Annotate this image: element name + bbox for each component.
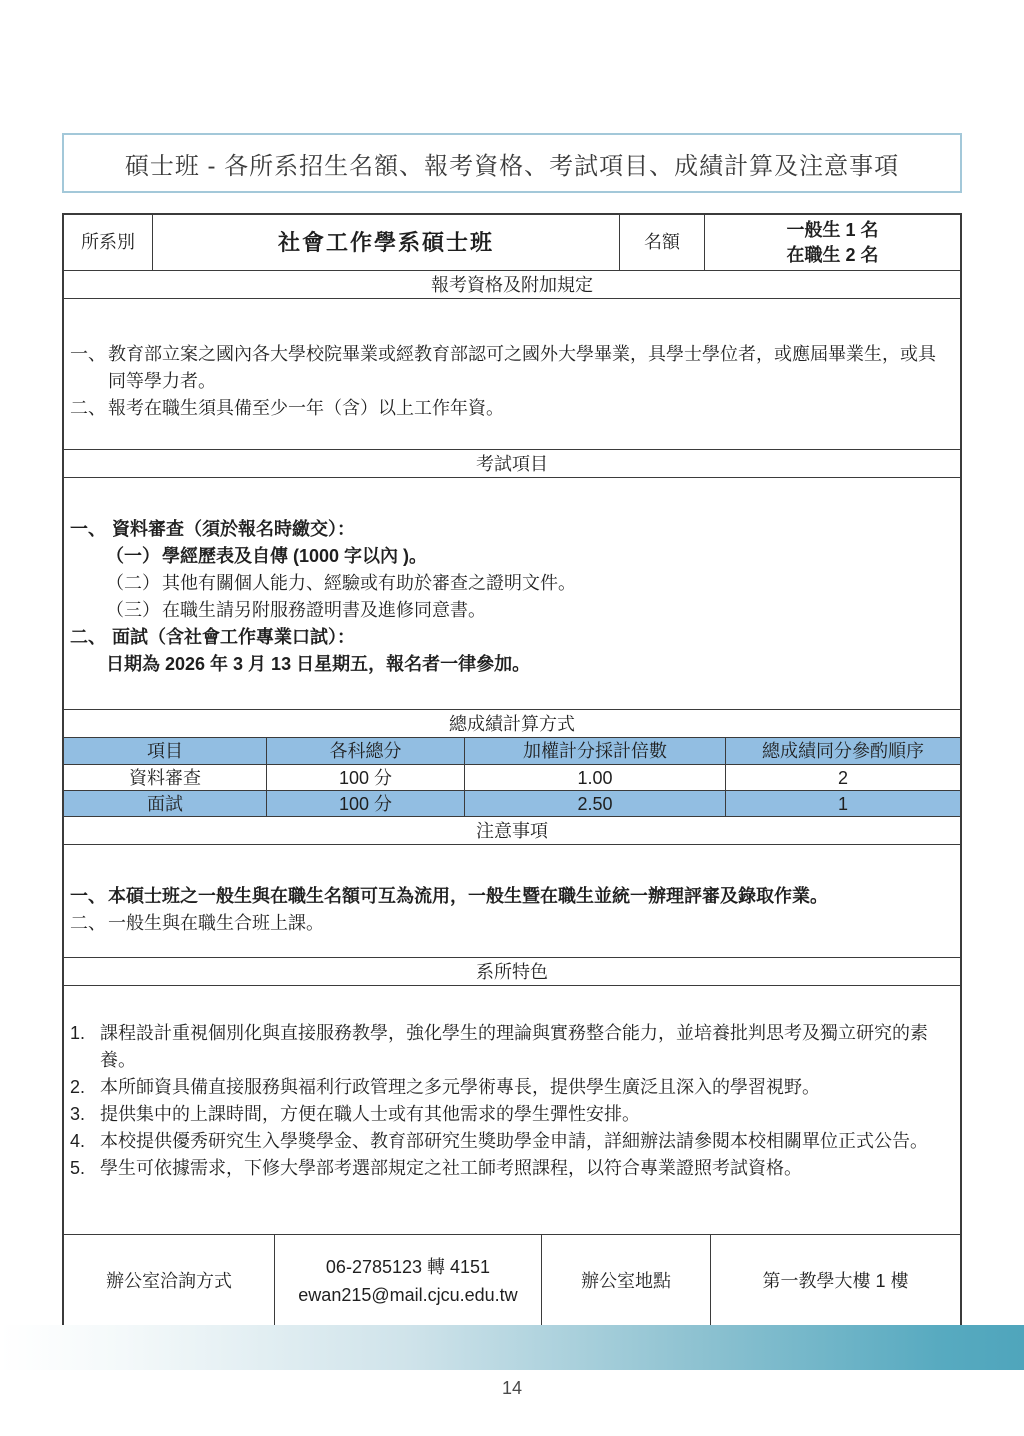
item-text: 本校提供優秀研究生入學獎學金、教育部研究生獎助學金申請，詳細辦法請參閱本校相關單位正式公告。: [100, 1131, 928, 1151]
section-title-exam: 考試項目: [64, 449, 960, 477]
score-cell-total: 100 分: [266, 765, 464, 790]
item-text: 日期為 2026 年 3 月 13 日星期五，報名者一律參加。: [106, 654, 531, 674]
feature-item: [70, 1020, 952, 1074]
item-marker: 4.: [70, 1131, 86, 1151]
title-banner: [62, 133, 962, 193]
office-email: ewan215@mail.cjcu.edu.tw: [298, 1284, 518, 1305]
exam-block: [64, 477, 960, 709]
exam-line: [70, 624, 952, 651]
item-marker: 2.: [70, 1077, 86, 1097]
item-text: 一般生與在職生合班上課。: [108, 913, 324, 933]
feature-item: [70, 1155, 952, 1182]
score-cell-item: 資料審查: [129, 767, 201, 788]
office-phone: 06-2785123 轉 4151: [325, 1256, 491, 1277]
score-header-row: [64, 738, 960, 764]
office-contact-label: 辦公室洽詢方式: [106, 1270, 232, 1291]
section-title-notes: 注意事項: [64, 816, 960, 844]
item-text: 本所師資具備直接服務與福利行政管理之多元學術專長，提供學生廣泛且深入的學習視野。: [100, 1077, 820, 1097]
eligibility-item: [70, 395, 952, 422]
notes-block: [64, 844, 960, 957]
exam-line: [106, 570, 952, 597]
office-row: [64, 1234, 960, 1326]
quota-value: [704, 215, 960, 270]
exam-line: [106, 543, 952, 570]
item-marker: （一）: [106, 546, 160, 566]
exam-line: [70, 516, 952, 543]
exam-line: [106, 651, 952, 678]
quota-label: 名額: [619, 215, 704, 270]
section-title-eligibility: 報考資格及附加規定: [64, 270, 960, 298]
item-text: 學經歷表及自傳 (1000 字以內 )。: [162, 546, 428, 566]
item-marker: 1.: [70, 1023, 86, 1043]
quota-line-employed: 在職生 2 名: [786, 244, 879, 265]
item-text: 報考在職生須具備至少一年（含）以上工作年資。: [108, 398, 504, 418]
score-table: [64, 737, 960, 816]
bottom-gradient-bar: [0, 1325, 1024, 1370]
admission-table: [62, 213, 962, 1328]
score-cell-weight: 2.50: [464, 791, 725, 816]
item-marker: 二、: [70, 398, 106, 418]
item-text: 教育部立案之國內各大學校院畢業或經教育部認可之國外大學畢業，具學士學位者，或應屆畢業生，或具同等學力者。: [108, 344, 936, 391]
page-number: 14: [501, 1378, 523, 1398]
item-text: 資料審查（須於報名時繳交）：: [112, 519, 355, 539]
office-contact-value: [274, 1235, 541, 1326]
item-text: 學生可依據需求，下修大學部考選部規定之社工師考照課程，以符合專業證照考試資格。: [100, 1158, 802, 1178]
item-marker: 3.: [70, 1104, 86, 1124]
dept-label: 所系別: [81, 232, 135, 252]
feature-item: [70, 1074, 952, 1101]
score-cell-tiebreak: 2: [725, 765, 960, 790]
score-col-header: 各科總分: [266, 738, 464, 764]
score-cell-weight: 1.00: [464, 765, 725, 790]
item-marker: （三）: [106, 600, 160, 620]
item-text: 課程設計重視個別化與直接服務教學，強化學生的理論與實務整合能力，並培養批判思考及獨立研究的素養。: [100, 1023, 928, 1070]
exam-line: [106, 597, 952, 624]
item-text: 本碩士班之一般生與在職生名額可互為流用，一般生暨在職生並統一辦理評審及錄取作業。: [108, 886, 828, 906]
item-text: 在職生請另附服務證明書及進修同意書。: [162, 600, 486, 620]
title-banner-text: 碩士班 - 各所系招生名額、報考資格、考試項目、成績計算及注意事項: [124, 152, 900, 180]
section-title-score: 總成績計算方式: [64, 709, 960, 737]
score-row-review: [64, 764, 960, 790]
office-location-value: 第一教學大樓 1 樓: [710, 1235, 960, 1326]
score-col-header: 項目: [147, 741, 183, 761]
score-col-header: 加權計分採計倍數: [464, 738, 725, 764]
item-text: 其他有關個人能力、經驗或有助於審查之證明文件。: [162, 573, 576, 593]
item-text: 提供集中的上課時間，方便在職人士或有其他需求的學生彈性安排。: [100, 1104, 640, 1124]
info-header-row: [64, 215, 960, 270]
score-col-header: 總成績同分參酌順序: [725, 738, 960, 764]
office-location-label: 辦公室地點: [541, 1235, 710, 1326]
item-marker: 5.: [70, 1158, 86, 1178]
eligibility-block: [64, 298, 960, 449]
item-text: 面試（含社會工作專業口試）：: [112, 627, 355, 647]
score-cell-item: 面試: [147, 793, 183, 814]
item-marker: 二、: [70, 913, 106, 933]
item-marker: 一、: [70, 886, 106, 906]
feature-item: [70, 1101, 952, 1128]
item-marker: 二、: [70, 627, 106, 647]
features-block: [64, 985, 960, 1234]
notes-item: [70, 883, 952, 910]
score-row-interview: [64, 790, 960, 816]
item-marker: 一、: [70, 519, 106, 539]
item-marker: （二）: [106, 573, 160, 593]
score-cell-tiebreak: 1: [725, 791, 960, 816]
quota-line-general: 一般生 1 名: [786, 219, 879, 240]
notes-item: [70, 910, 952, 937]
dept-name: 社會工作學系碩士班: [152, 215, 619, 270]
feature-item: [70, 1128, 952, 1155]
section-title-features: 系所特色: [64, 957, 960, 985]
item-marker: 一、: [70, 344, 106, 364]
eligibility-item: [70, 341, 952, 395]
score-cell-total: 100 分: [266, 791, 464, 816]
